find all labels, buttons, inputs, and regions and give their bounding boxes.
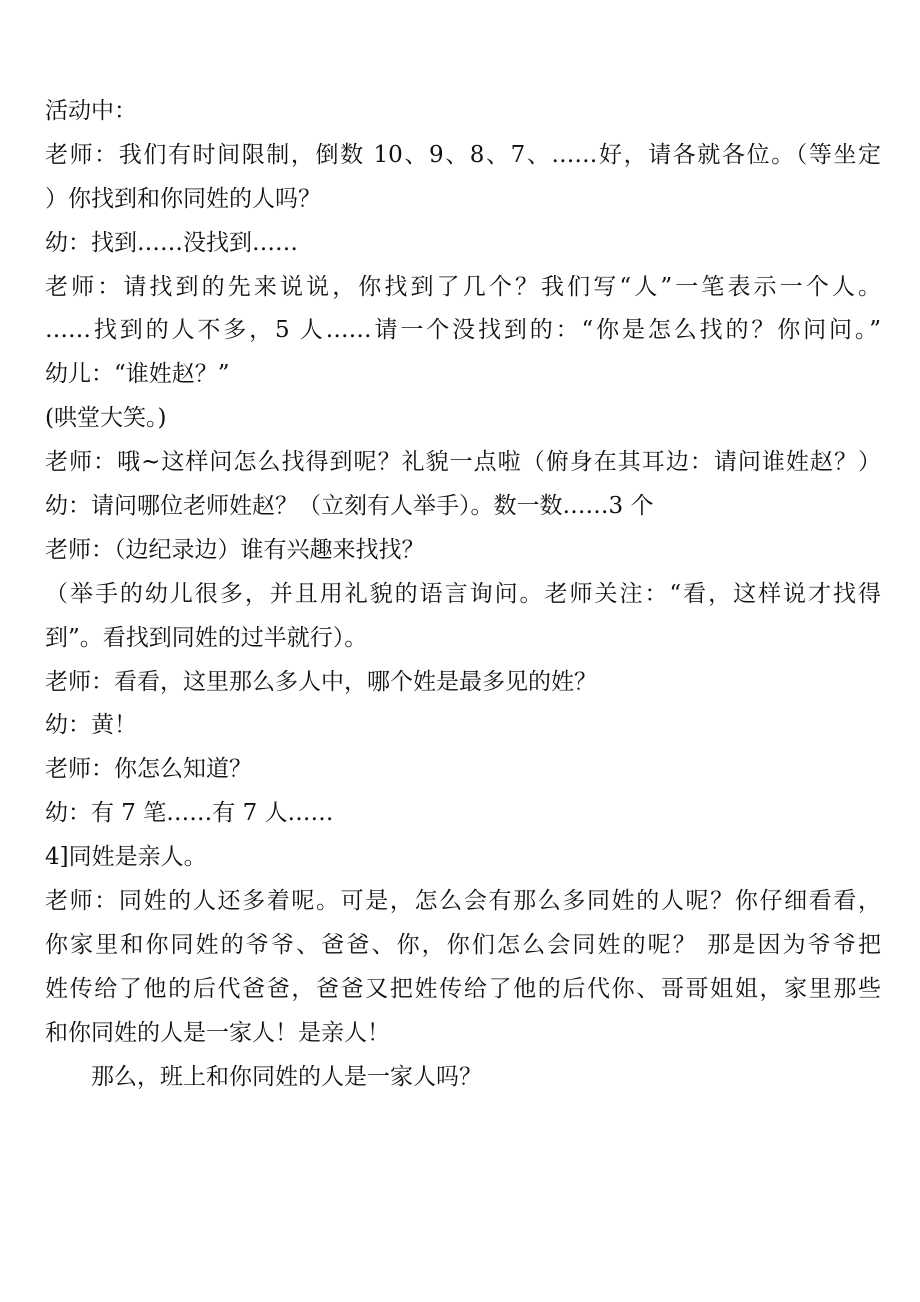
text-line: 和你同姓的人是一家人！是亲人！ [45, 1019, 390, 1046]
text-line: 那么，班上和你同姓的人是一家人吗？ [91, 1063, 482, 1090]
text-line: 老师：同姓的人还多着呢。可是，怎么会有那么多同姓的人呢？你仔细看看， [45, 888, 881, 915]
text-line: ……找到的人不多，5 人……请一个没找到的：“你是怎么找的？你问问。” [45, 317, 881, 344]
text-line: 幼儿：“谁姓赵？” [45, 361, 230, 388]
text-line: （举手的幼儿很多，并且用礼貌的语言询问。老师关注：“看，这样说才找得 [45, 580, 881, 607]
text-line: 幼：黄！ [45, 712, 137, 739]
body-text [45, 90, 881, 1099]
text-line: 幼：请问哪位老师姓赵？（立刻有人举手）。数一数……3 个 [45, 493, 654, 520]
text-line: 老师：哦~这样问怎么找得到呢？礼貌一点啦（俯身在其耳边：请问谁姓赵？） [45, 449, 881, 476]
text-line: 老师：我们有时间限制，倒数 10、9、8、7、……好，请各就各位。（等坐定 [45, 141, 881, 168]
text-line: 老师：看看，这里那么多人中，哪个姓是最多见的姓？ [45, 668, 597, 695]
text-line: 老师：（边纪录边）谁有兴趣来找找？ [45, 536, 425, 563]
text-line: ）你找到和你同姓的人吗？ [45, 185, 321, 212]
text-line: 姓传给了他的后代爸爸，爸爸又把姓传给了他的后代你、哥哥姐姐，家里那些 [45, 975, 881, 1002]
text-line: 到”。看找到同姓的过半就行）。 [45, 624, 368, 651]
text-line: 老师：请找到的先来说说，你找到了几个？我们写“人”一笔表示一个人。 [45, 273, 881, 300]
text-line: 你家里和你同姓的爷爷、爸爸、你，你们怎么会同姓的呢？ 那是因为爷爷把 [45, 931, 881, 958]
text-line: (哄堂大笑。) [45, 405, 167, 432]
text-line: 活动中： [45, 98, 137, 124]
text-line: 老师：你怎么知道？ [45, 756, 252, 783]
text-line: 4]同姓是亲人。 [45, 844, 207, 871]
text-line: 幼：有 7 笔……有 7 人…… [45, 800, 334, 827]
text-line: 幼：找到……没找到…… [45, 229, 298, 256]
